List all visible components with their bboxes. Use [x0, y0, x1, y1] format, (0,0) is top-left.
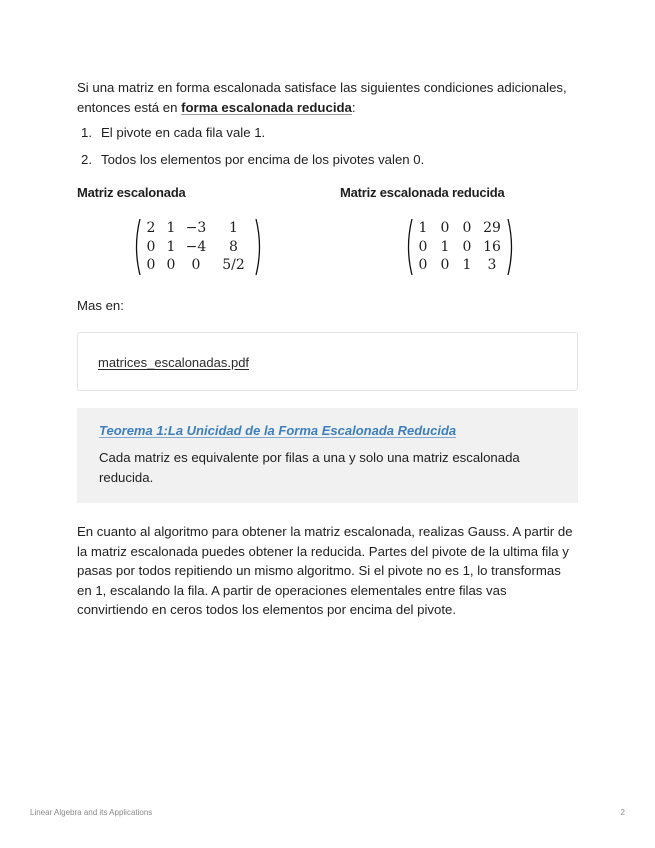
- intro-colon: :: [351, 99, 356, 115]
- matrix-cell: 8: [229, 238, 238, 255]
- matrix-cell: 1: [166, 238, 176, 255]
- intro-paragraph: [77, 78, 578, 117]
- matrix-cell: 0: [191, 257, 201, 273]
- condition-item: [77, 123, 424, 150]
- matrix-cell: 5/2: [222, 257, 245, 273]
- algorithm-paragraph: En cuanto al algoritmo para obtener la matriz escalonada, realizas Gauss. A partir de la matriz escalonada puedes obtener la reducida. Partes del pivote de la ultima fila y pasas por todos repitiendo un mismo algoritmo. Si el pivote no es 1, lo transformas en 1, escalando la fila. A partir de operaciones elementales entre filas vas convirtiendo en ceros todos los elementos por encima del pivote.: [77, 524, 573, 617]
- condition-number: 2.: [81, 152, 92, 167]
- right-paren-icon: [506, 218, 516, 276]
- theorem-callout: [77, 408, 578, 503]
- matrix-cell: 0: [146, 238, 156, 255]
- matrix-cell: 0: [166, 257, 176, 273]
- matrix-cell: −4: [185, 238, 207, 255]
- right-paren-icon: [254, 218, 264, 276]
- matrix-cell: 0: [462, 238, 472, 255]
- matrix-cell: 0: [418, 238, 428, 255]
- intro-text: Si una matriz en forma escalonada satisface las siguientes condiciones adicionales, entonces está en: [77, 80, 567, 115]
- condition-text: Todos los elementos por encima de los pivotes valen 0.: [101, 152, 425, 167]
- matrix-cell: −3: [185, 220, 207, 236]
- matrix-left-title: Matriz escalonada: [77, 185, 186, 200]
- matrix-cell: 1: [462, 257, 472, 273]
- theorem-body: Cada matriz es equivalente por filas a una y solo una matriz escalonada reducida.: [99, 450, 520, 485]
- matrix-cell: 1: [229, 220, 238, 236]
- condition-number: 1.: [81, 125, 92, 140]
- matrix-cell: 0: [440, 220, 450, 236]
- condition-item: [77, 150, 424, 177]
- condition-text: El pivote en cada fila vale 1.: [101, 125, 266, 140]
- footer-title: Linear Algebra and its Applications: [30, 808, 153, 817]
- matrix-cell: 0: [418, 257, 428, 273]
- file-attachment-card[interactable]: [77, 332, 578, 391]
- theorem-title-link[interactable]: Teorema 1:La Unicidad de la Forma Escalonada Reducida: [99, 423, 457, 438]
- matrix-cell: 1: [440, 238, 450, 255]
- matrix-right-title: Matriz escalonada reducida: [340, 185, 505, 200]
- matrix-cell: 1: [166, 220, 176, 236]
- conditions-list: [77, 123, 424, 177]
- matrix-cell: 0: [462, 220, 472, 236]
- matrix-reduced: [404, 218, 514, 276]
- matrix-reduced-grid: [412, 219, 506, 275]
- matrix-cell: 16: [483, 238, 501, 255]
- matrix-cell: 1: [418, 220, 428, 236]
- page-number: 2: [620, 808, 625, 817]
- more-label: Mas en:: [77, 298, 124, 313]
- matrix-cell: 29: [483, 220, 501, 236]
- matrix-echelon-grid: [141, 219, 256, 275]
- matrix-cell: 0: [440, 257, 450, 273]
- file-link[interactable]: matrices_escalonadas.pdf: [98, 355, 250, 370]
- matrix-echelon: [132, 218, 262, 276]
- matrix-cell: 2: [146, 220, 156, 236]
- matrix-cell: 3: [487, 257, 497, 273]
- matrix-cell: 0: [146, 257, 156, 273]
- reduced-form-link[interactable]: forma escalonada reducida: [181, 99, 352, 115]
